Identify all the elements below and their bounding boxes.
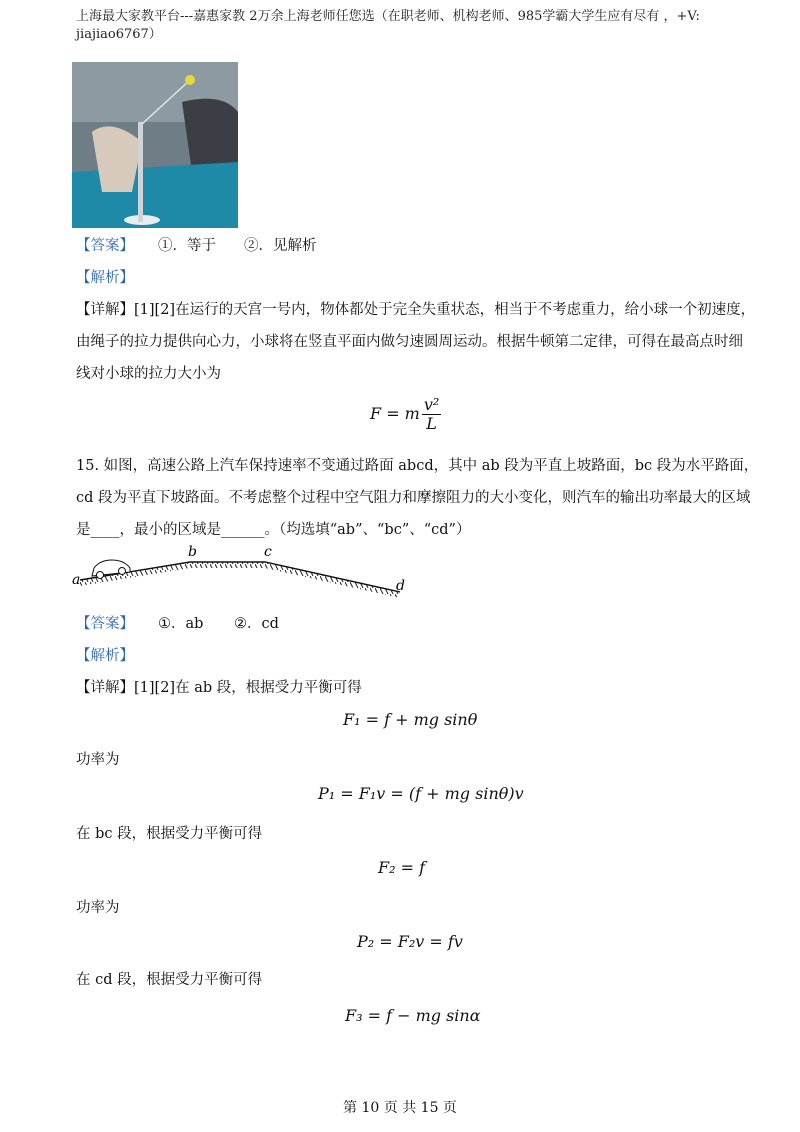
power-label-2: 功率为 (76, 900, 120, 916)
experiment-photo (72, 62, 238, 228)
detail-line-1: 【详解】[1][2]在运行的天宫一号内，物体都处于完全失重状态，相当于不考虑重力，给小球一个初速度， (76, 302, 756, 318)
equation-p1: P₁ = F₁v = (f + mg sinθ)v (318, 784, 524, 803)
answer-2: ②．见解析 (244, 238, 317, 254)
detail-label-15: 【详解】 (76, 680, 134, 696)
question-15-line-2: cd 段为平直下坡路面。不考虑整个过程中空气阻力和摩擦阻力的大小变化，则汽车的输出功率最大的区域 (76, 490, 751, 506)
equation-f2: F₂ = f (378, 858, 426, 877)
equation-f3: F₃ = f − mg sinα (345, 1006, 481, 1025)
road-figure (70, 540, 415, 608)
answer-15-1: ①．ab (158, 616, 204, 632)
equation-p2: P₂ = F₂v = fv (357, 932, 463, 951)
header-line-1: 上海最大家教平台---嘉惠家教 2万余上海老师任您选（在职老师、机构老师、985学霸大学生应有尽有 ，+V: (76, 9, 700, 24)
answer-1: ①．等于 (158, 238, 216, 254)
power-label-1: 功率为 (76, 752, 120, 768)
equation-tension: F = m $\frac{\text{v²}}{L}$ (370, 395, 440, 433)
question-15-line-3: 是____，最小的区域是______。（均选填“ab”、“bc”、“cd”） (76, 522, 471, 538)
detail-line-3: 线对小球的拉力大小为 (76, 366, 221, 382)
page-number: 第 10 页 共 15 页 (343, 1100, 457, 1116)
answer-label-15: 【答案】 (76, 616, 134, 632)
detail-15-1: 【详解】[1][2]在 ab 段，根据受力平衡可得 (76, 680, 362, 696)
answer-15-2: ②．cd (234, 616, 279, 632)
equation-f1: F₁ = f + mg sinθ (343, 710, 478, 729)
page-header (76, 8, 736, 44)
question-15-line-1: 15. 如图，高速公路上汽车保持速率不变通过路面 abcd，其中 ab 段为平直上坡路面，bc 段为水平路面， (76, 458, 759, 474)
fraction-denominator: L (426, 414, 437, 433)
answer-label: 【答案】 (76, 238, 134, 254)
detail-line-2: 由绳子的拉力提供向心力，小球将在竖直平面内做匀速圆周运动。根据牛顿第二定律，可得在最高点时细 (76, 334, 743, 350)
analysis-label-15: 【解析】 (76, 648, 134, 664)
detail-15-3: 在 cd 段，根据受力平衡可得 (76, 972, 263, 988)
label-b: b (188, 544, 197, 560)
fraction-numerator: v² (423, 395, 440, 414)
detail-15-2: 在 bc 段，根据受力平衡可得 (76, 826, 263, 842)
header-line-2: jiajiao6767） (76, 27, 162, 42)
label-c: c (264, 544, 272, 560)
detail-label: 【详解】 (76, 302, 134, 318)
label-d: d (396, 578, 405, 594)
label-a: a (72, 572, 81, 588)
analysis-label: 【解析】 (76, 270, 134, 286)
